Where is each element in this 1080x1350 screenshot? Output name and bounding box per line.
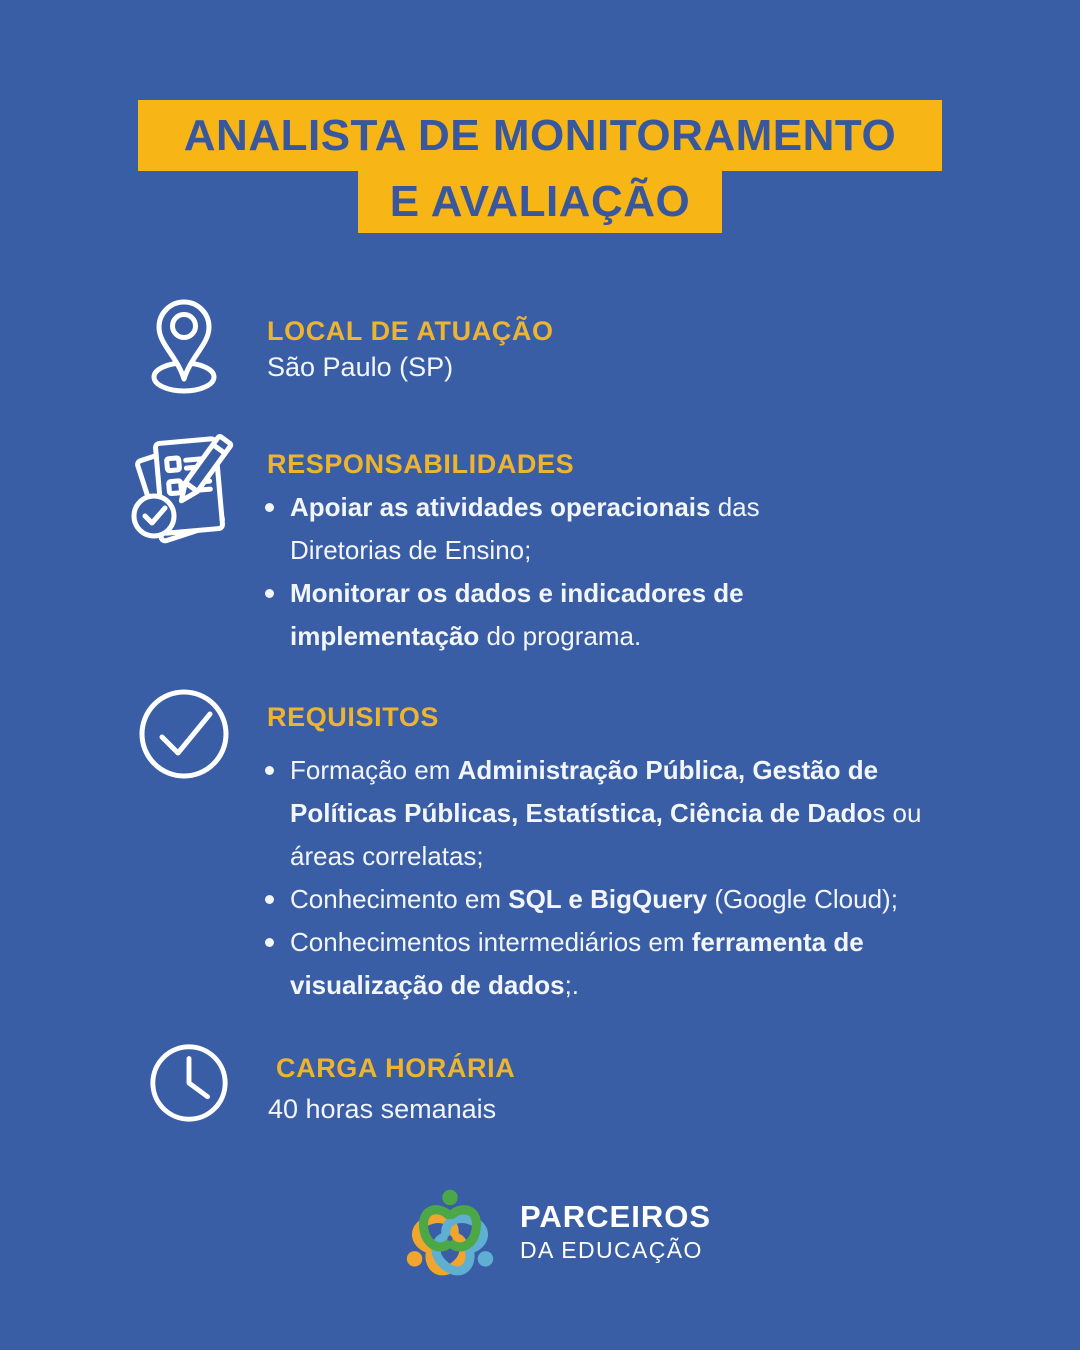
carga-body: 40 horas semanais — [268, 1094, 497, 1124]
bullet-line: Apoiar as atividades operacionais das — [290, 492, 760, 522]
bullet-dot — [265, 938, 274, 947]
logo — [400, 1180, 711, 1284]
logo-name: PARCEIROS — [520, 1199, 712, 1235]
bullet-dot — [265, 895, 274, 904]
bullet-line: visualização de dados;. — [290, 970, 580, 1000]
list-item — [263, 572, 973, 658]
bullet-line: áreas correlatas; — [290, 841, 484, 871]
checklist-pencil-icon — [124, 428, 246, 548]
location-pin-icon — [146, 296, 222, 396]
local-body: São Paulo (SP) — [267, 352, 454, 382]
bullet-dot — [265, 766, 274, 775]
logo-text — [520, 1200, 711, 1263]
clock-icon — [146, 1040, 232, 1126]
title-banner — [0, 100, 1080, 233]
list-item — [263, 749, 973, 878]
job-title-line1: ANALISTA DE MONITORAMENTO — [138, 100, 942, 171]
responsabilidades-heading: RESPONSABILIDADES — [267, 449, 575, 479]
bullet-line: implementação do programa. — [290, 621, 642, 651]
check-circle-icon — [136, 686, 232, 782]
responsabilidades-bullets — [263, 486, 973, 658]
bullet-line: Formação em Administração Pública, Gestão de — [290, 755, 879, 785]
list-item — [263, 921, 973, 1007]
job-title-line2: E AVALIAÇÃO — [358, 171, 722, 233]
bullet-dot — [265, 589, 274, 598]
bullet-line: Conhecimento em SQL e BigQuery (Google Cloud); — [290, 884, 898, 914]
bullet-line: Monitorar os dados e indicadores de — [290, 578, 744, 608]
parceiros-da-educacao-logo-mark — [400, 1180, 500, 1284]
list-item — [263, 878, 973, 921]
bullet-dot — [265, 503, 274, 512]
requisitos-heading: REQUISITOS — [267, 702, 440, 732]
bullet-line: Políticas Públicas, Estatística, Ciência de Dados ou — [290, 798, 922, 828]
local-heading: LOCAL DE ATUAÇÃO — [267, 316, 554, 346]
requisitos-bullets — [263, 749, 973, 1007]
bullet-line: Conhecimentos intermediários em ferramenta de — [290, 927, 864, 957]
logo-subname: DA EDUCAÇÃO — [520, 1237, 703, 1264]
carga-heading: CARGA HORÁRIA — [276, 1053, 516, 1083]
list-item — [263, 486, 973, 572]
bullet-line: Diretorias de Ensino; — [290, 535, 532, 565]
